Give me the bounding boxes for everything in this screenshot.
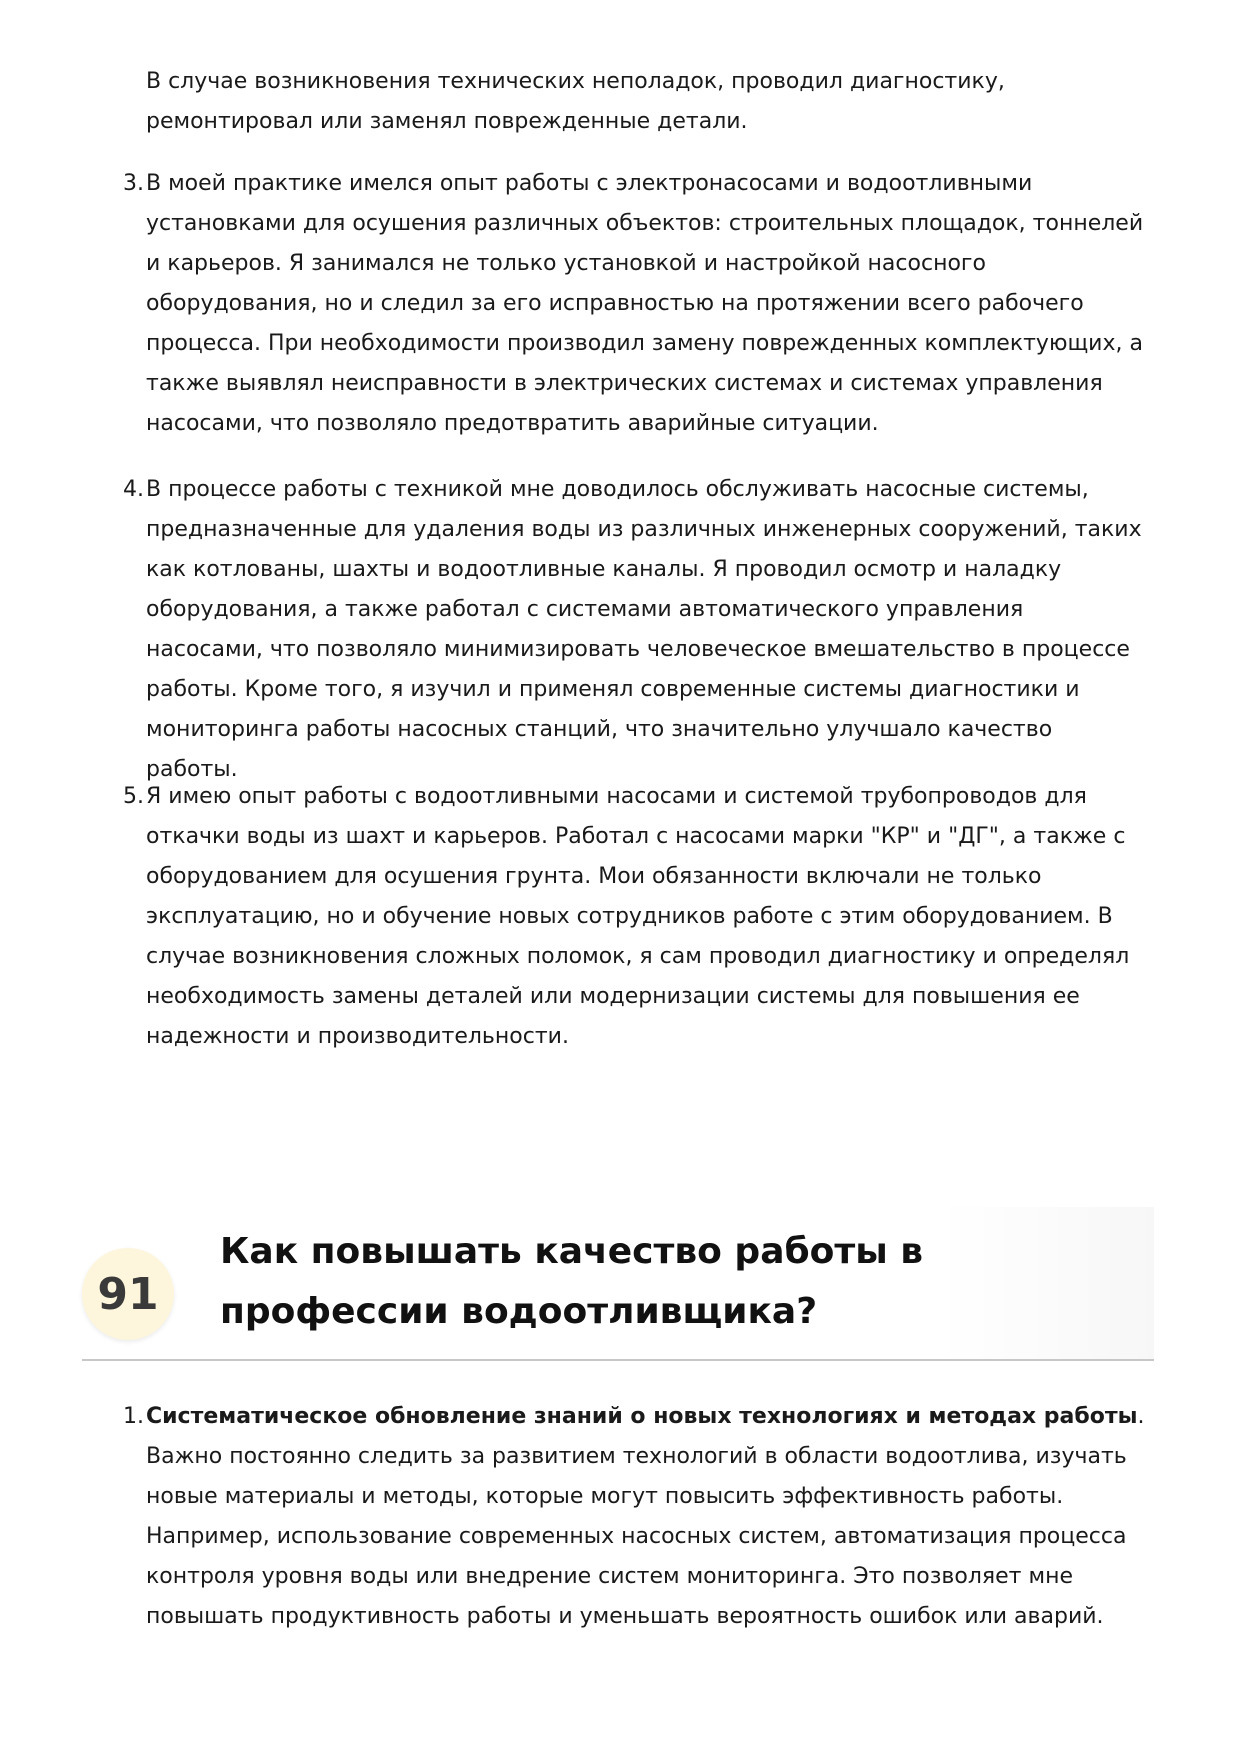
answer-item-heading: Систематическое обновление знаний о новых технологиях и методах работы [146,1404,1138,1429]
question-number-badge: 91 [82,1248,174,1340]
list-item-number: 3. [123,171,144,196]
list-item-text: В моей практике имелся опыт работы с электронасосами и водоотливными установками для осушения различных объектов: строительных площадок, тоннелей и карьеров. Я занимался не только установкой и настройкой насосного оборудования, но и следил за его исправностью на протяжении всего рабочего процесса. При необходимости производил замену поврежденных комплектующих, а также выявлял неисправности в электрических системах и системах управления насосами, что позволяло предотвратить аварийные ситуации. [146,171,1144,436]
question-title: Как повышать качество работы в профессии водоотливщика? [220,1231,924,1332]
list-item-text: В процессе работы с техникой мне доводилось обслуживать насосные системы, предназначенные для удаления воды из различных инженерных сооружений, таких как котлованы, шахты и водоотливные каналы. Я проводил осмотр и наладку оборудования, а также работал с системами автоматического управления насосами, что позволяло минимизировать человеческое вмешательство в процессе работы. Кроме того, я изучил и применял современные системы диагностики и мониторинга работы насосных станций, что значительно улучшало качество работы. [146,477,1142,782]
answer-item-text [146,1397,1146,1637]
continuation-paragraph: В случае возникновения технических неполадок, проводил диагностику, ремонтировал или заменял поврежденные детали. [146,69,1005,134]
answer-item-heading-punct: . [1137,1404,1145,1429]
answer-item-body: Важно постоянно следить за развитием технологий в области водоотлива, изучать новые материалы и методы, которые могут повысить эффективность работы. Например, использование современных насосных систем, автоматизация процесса контроля уровня воды или внедрение систем мониторинга. Это позволяет мне повышать продуктивность работы и уменьшать вероятность ошибок или аварий. [146,1444,1127,1629]
list-item-number: 4. [123,477,144,502]
answer-item-number: 1. [123,1404,144,1429]
list-item-number: 5. [123,784,144,809]
list-item-text: Я имею опыт работы с водоотливными насосами и системой трубопроводов для откачки воды из шахт и карьеров. Работал с насосами марки "КР" и "ДГ", а также с оборудованием для осушения грунта. Мои обязанности включали не только эксплуатацию, но и обучение новых сотрудников работе с этим оборудованием. В случае возникновения сложных поломок, я сам проводил диагностику и определял необходимость замены деталей или модернизации системы для повышения ее надежности и производительности. [146,784,1130,1049]
